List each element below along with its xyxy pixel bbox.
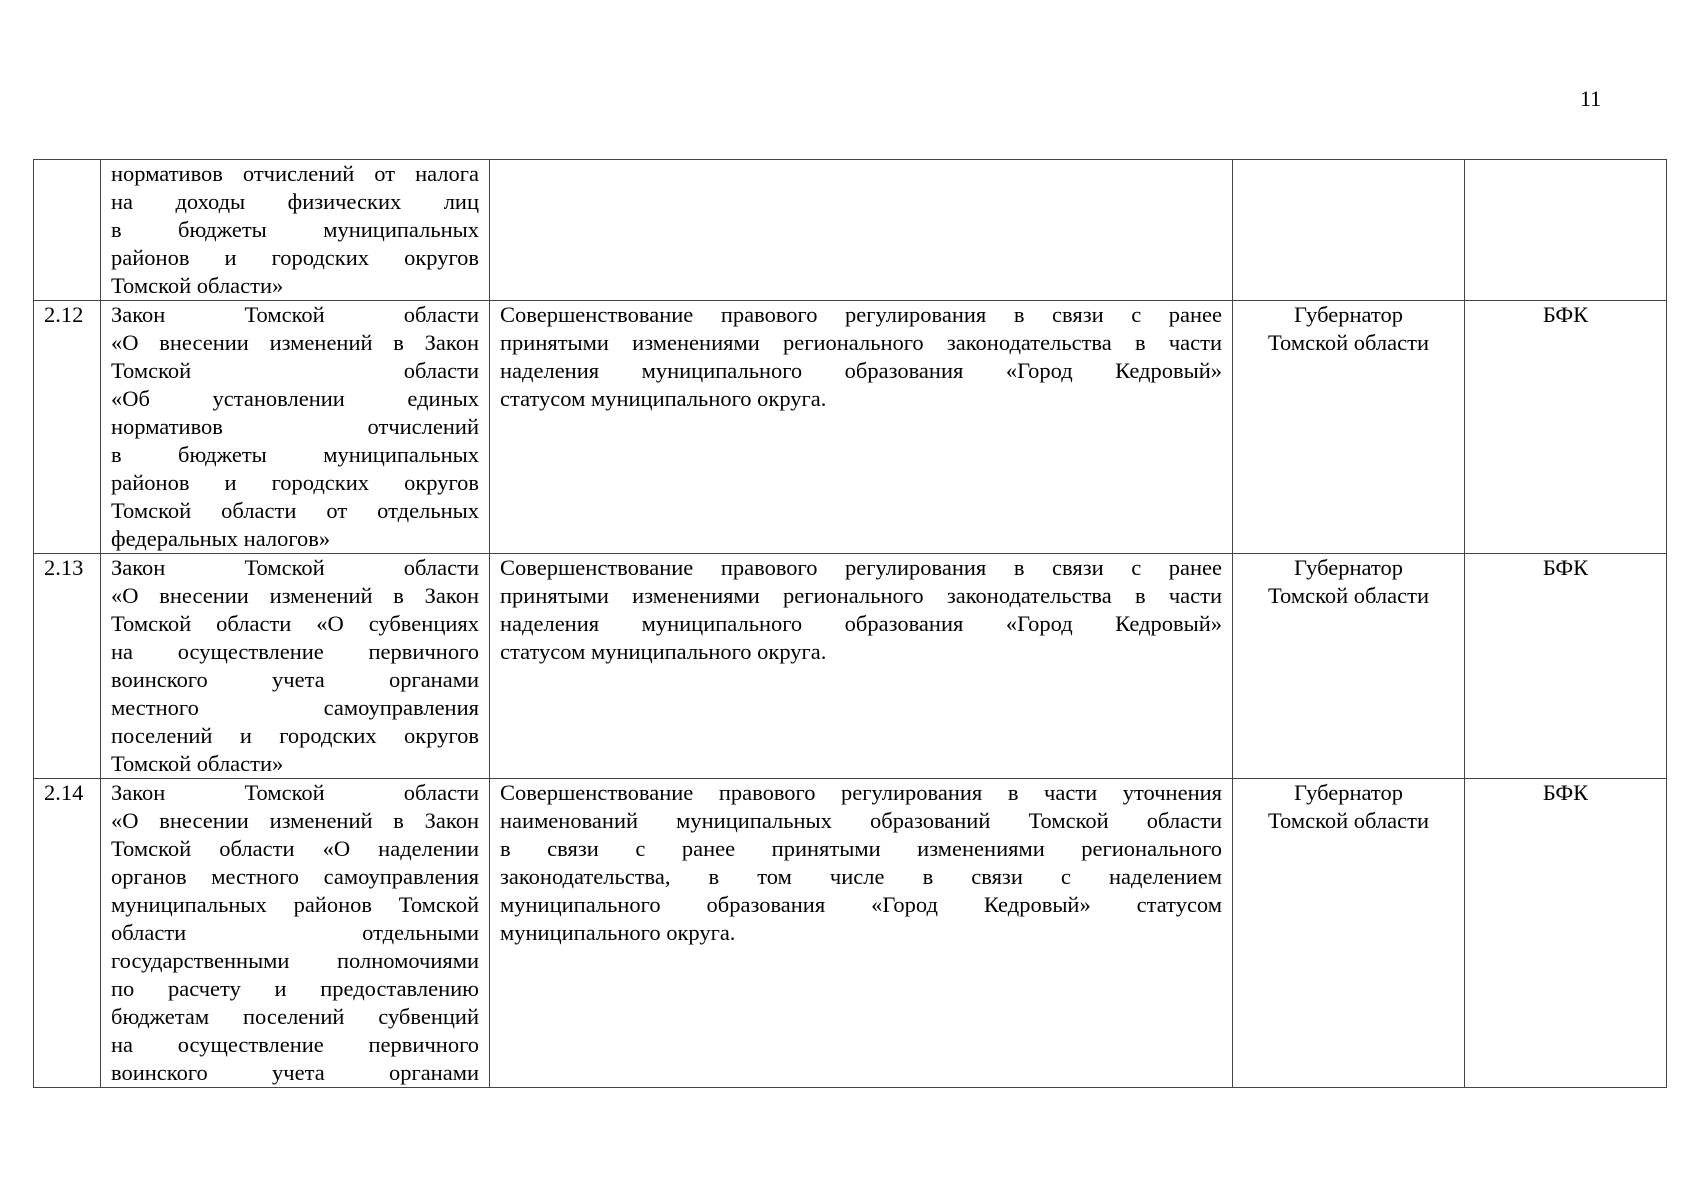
law-name-line: Томской области» [111,273,284,298]
organ-label: БФК [1542,780,1589,805]
law-name-line: муниципальных районов Томской [111,892,479,917]
table-row [34,779,1667,1088]
law-name-line: области отдельными [111,920,479,945]
description-line: законодательства, в том числе в связи с наделением [500,864,1222,889]
law-name-line: Томской области» [111,751,284,776]
row-number: 2.14 [44,780,84,805]
responsible-line: Томской области [1267,330,1429,355]
row-number: 2.12 [44,302,84,327]
law-name-line: районов и городских округов [111,470,479,495]
law-name-line: на осуществление первичного [111,1032,479,1057]
law-name-line: Томской области от отдельных [111,498,479,523]
law-name-cell [101,301,490,554]
responsible-line: Губернатор [1294,780,1403,805]
description-line: муниципального образования «Город Кедровый» статусом [500,892,1222,917]
table-row [34,554,1667,779]
law-name-line: Закон Томской области [111,302,479,327]
responsible-cell [1233,779,1465,1088]
law-name-line: федеральных налогов» [111,526,331,551]
responsible-cell [1233,554,1465,779]
description-cell [490,779,1233,1088]
description-cell [490,301,1233,554]
description-cell [490,160,1233,301]
law-name-line: Закон Томской области [111,780,479,805]
description-line: статусом муниципального округа. [500,386,827,411]
description-line: в связи с ранее принятыми изменениями регионального [500,836,1222,861]
law-name-line: Томской области «О наделении [111,836,479,861]
law-name-line: органов местного самоуправления [111,864,479,889]
organ-cell [1465,779,1667,1088]
row-number-cell [34,301,101,554]
table-row [34,301,1667,554]
description-line: Совершенствование правового регулирования в части уточнения [500,780,1222,805]
organ-cell [1465,554,1667,779]
law-name-cell [101,160,490,301]
description-line: принятыми изменениями регионального законодательства в части [500,583,1222,608]
law-name-line: на осуществление первичного [111,639,479,664]
responsible-line: Губернатор [1294,555,1403,580]
law-name-line: «О внесении изменений в Закон [111,583,479,608]
law-name-line: в бюджеты муниципальных [111,442,479,467]
law-name-cell [101,779,490,1088]
law-name-line: на доходы физических лиц [111,189,479,214]
law-name-line: по расчету и предоставлению [111,976,479,1001]
responsible-line: Томской области [1267,583,1429,608]
description-line: Совершенствование правового регулирования в связи с ранее [500,302,1222,327]
law-name-line: «О внесении изменений в Закон [111,330,479,355]
organ-cell [1465,160,1667,301]
description-line: наделения муниципального образования «Город Кедровый» [500,358,1222,383]
law-name-line: нормативов отчислений [111,414,479,439]
description-line: наименований муниципальных образований Томской области [500,808,1222,833]
responsible-line: Томской области [1267,808,1429,833]
law-name-line: Томской области «О субвенциях [111,611,479,636]
organ-label: БФК [1542,555,1589,580]
law-name-cell [101,554,490,779]
description-line: статусом муниципального округа. [500,639,827,664]
law-name-line: воинского учета органами [111,1060,479,1085]
law-name-line: в бюджеты муниципальных [111,217,479,242]
organ-label: БФК [1542,302,1589,327]
law-name-line: поселений и городских округов [111,723,479,748]
description-line: принятыми изменениями регионального законодательства в части [500,330,1222,355]
responsible-cell [1233,301,1465,554]
law-name-line: воинского учета органами [111,667,479,692]
row-number-cell [34,160,101,301]
row-number-cell [34,554,101,779]
law-name-line: Закон Томской области [111,555,479,580]
responsible-cell [1233,160,1465,301]
page-number: 11 [1580,86,1602,111]
law-name-line: «О внесении изменений в Закон [111,808,479,833]
law-name-line: нормативов отчислений от налога [111,161,479,186]
law-name-line: районов и городских округов [111,245,479,270]
description-line: муниципального округа. [500,920,736,945]
law-name-line: Томской области [111,358,479,383]
responsible-line: Губернатор [1294,302,1403,327]
law-name-line: «Об установлении единых [111,386,479,411]
description-cell [490,554,1233,779]
description-line: Совершенствование правового регулирования в связи с ранее [500,555,1222,580]
legislation-plan-table [33,159,1667,1088]
law-name-line: бюджетам поселений субвенций [111,1004,479,1029]
row-number: 2.13 [44,555,84,580]
law-name-line: местного самоуправления [111,695,479,720]
table-row [34,160,1667,301]
description-line: наделения муниципального образования «Город Кедровый» [500,611,1222,636]
organ-cell [1465,301,1667,554]
law-name-line: государственными полномочиями [111,948,479,973]
row-number-cell [34,779,101,1088]
